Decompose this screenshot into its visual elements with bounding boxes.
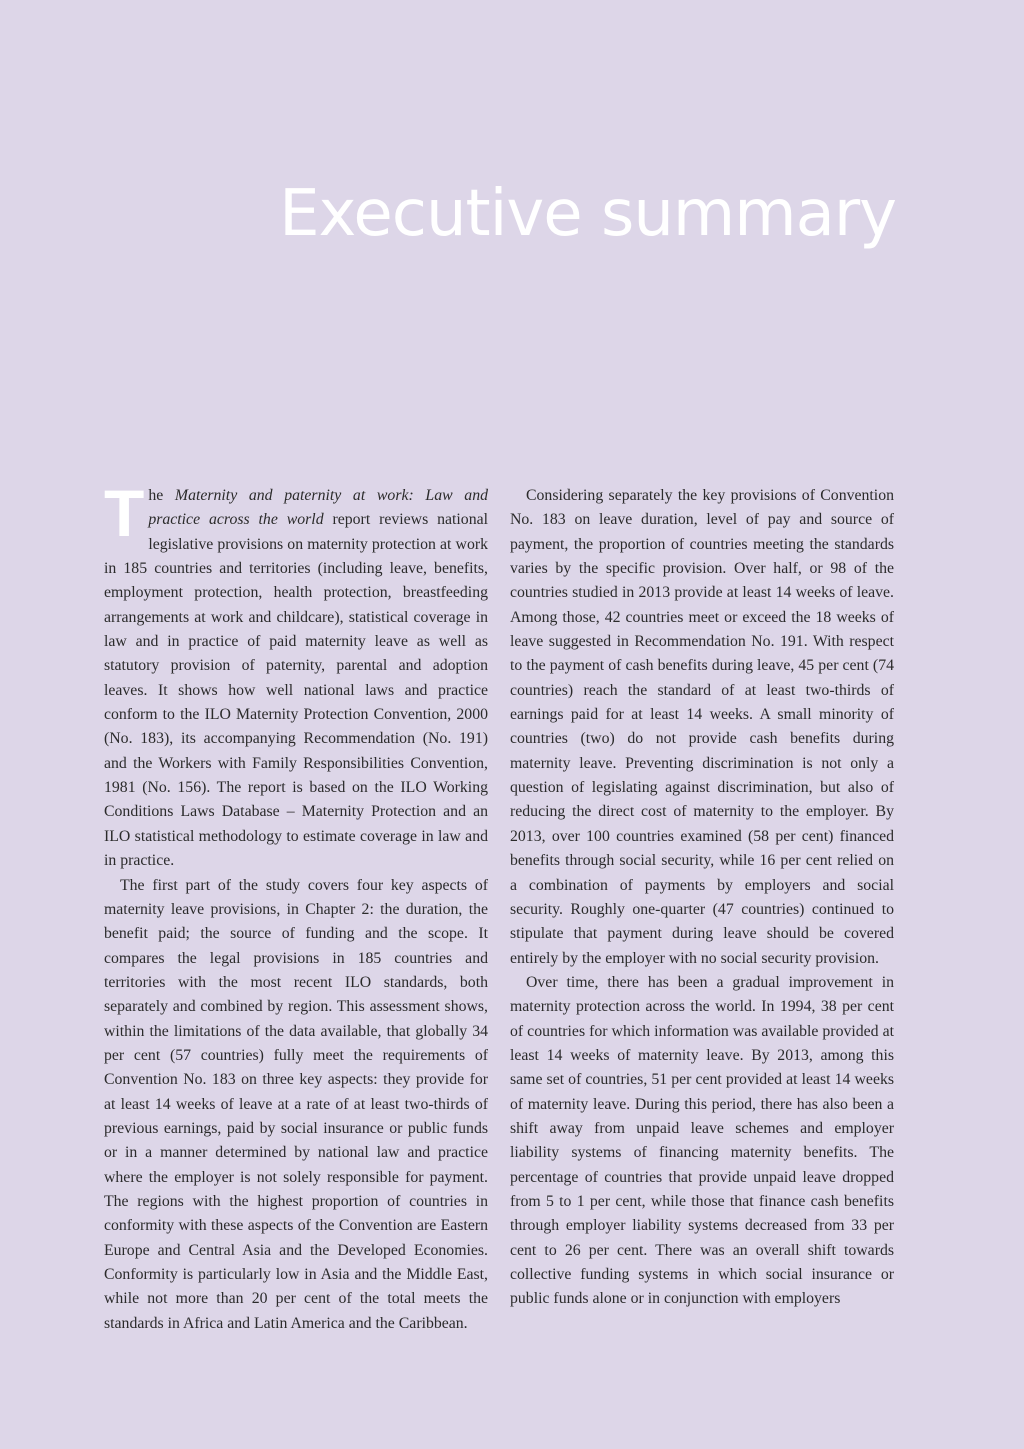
intro-body-text: report reviews national legislative provisions on maternity protection at work in 185 countries and territories (including leave, benefits, employment protection, health protection, breastfeeding arrangements at work and childcare), statistical coverage in law and in practice of paid maternity leave as well as statutory provision of paternity, parental and adoption leaves. It shows how well national laws and practice conform to the ILO Maternity Protection Convention, 2000 (No. 183), its accompanying Recommendation (No. 191) and the Workers with Family Responsibilities Convention, 1981 (No. 156). The report is based on the ILO Working Conditions Laws Database – Maternity Protection and an ILO statistical methodology to estimate coverage in law and in practice. — [104, 511, 488, 870]
page-title: Executive summary — [279, 177, 896, 251]
intro-lead-text: he — [148, 487, 175, 504]
body-paragraph: The first part of the study covers four key aspects of maternity leave provisions, in Chapter 2: the duration, the benefit paid; the source of funding and the scope. It compares the legal provisions in 185 countries and territories with the most recent ILO standards, both separately and combined by region. This assessment shows, within the limitations of the data available, that globally 34 per cent (57 countries) fully meet the requirements of Convention No. 183 on three key aspects: they provide for at least 14 weeks of leave at a rate of at least two-thirds of previous earnings, paid by social insurance or public funds or in a manner determined by national law and practice where the employer is not solely responsible for payment. The regions with the highest proportion of countries in conformity with these aspects of the Convention are Eastern Europe and Central Asia and the Developed Economies. Conformity is particularly low in Asia and the Middle East, while not more than 20 per cent of the total meets the standards in Africa and Latin America and the Caribbean. — [104, 876, 488, 1332]
drop-cap: T — [104, 476, 145, 550]
intro-paragraph — [104, 476, 488, 874]
body-paragraph: Over time, there has been a gradual improvement in maternity protection across the world. In 1994, 38 per cent of countries for which information was available provided at least 14 weeks of maternity leave. By 2013, among this same set of countries, 51 per cent provided at least 14 weeks of maternity leave. During this period, there has also been a shift away from unpaid leave schemes and employer liability systems of financing maternity benefits. The percentage of countries that provide unpaid leave dropped from 5 to 1 per cent, while those that finance cash benefits through employer liability systems decreased from 33 per cent to 26 per cent. There was an overall shift towards collective funding systems in which social insurance or public funds alone or in conjunction with employers — [510, 973, 894, 1308]
body-paragraph: Considering separately the key provisions of Convention No. 183 on leave duration, level of pay and source of payment, the proportion of countries meeting the standards varies by the specific provision. Over half, or 98 of the countries studied in 2013 provide at least 14 weeks of leave. Among those, 42 countries meet or exceed the 18 weeks of leave suggested in Recommendation No. 191. With respect to the payment of cash benefits during leave, 45 per cent (74 countries) reach the standard of at least two-thirds of earnings paid for at least 14 weeks. A small minority of countries (two) do not provide cash benefits during maternity leave. Preventing discrimination is not only a question of legislating against discrimination, but also of reducing the direct cost of maternity to the employer. By 2013, over 100 countries examined (58 per cent) financed benefits through social security, while 16 per cent relied on a combination of payments by employers and social security. Roughly one-quarter (47 countries) continued to stipulate that payment during leave should be covered entirely by the employer with no social security provision. — [510, 487, 894, 967]
right-column — [510, 484, 894, 1312]
left-column — [104, 476, 488, 1336]
report-title-italic: Maternity and paternity at work: Law and practice across the world — [148, 487, 488, 529]
